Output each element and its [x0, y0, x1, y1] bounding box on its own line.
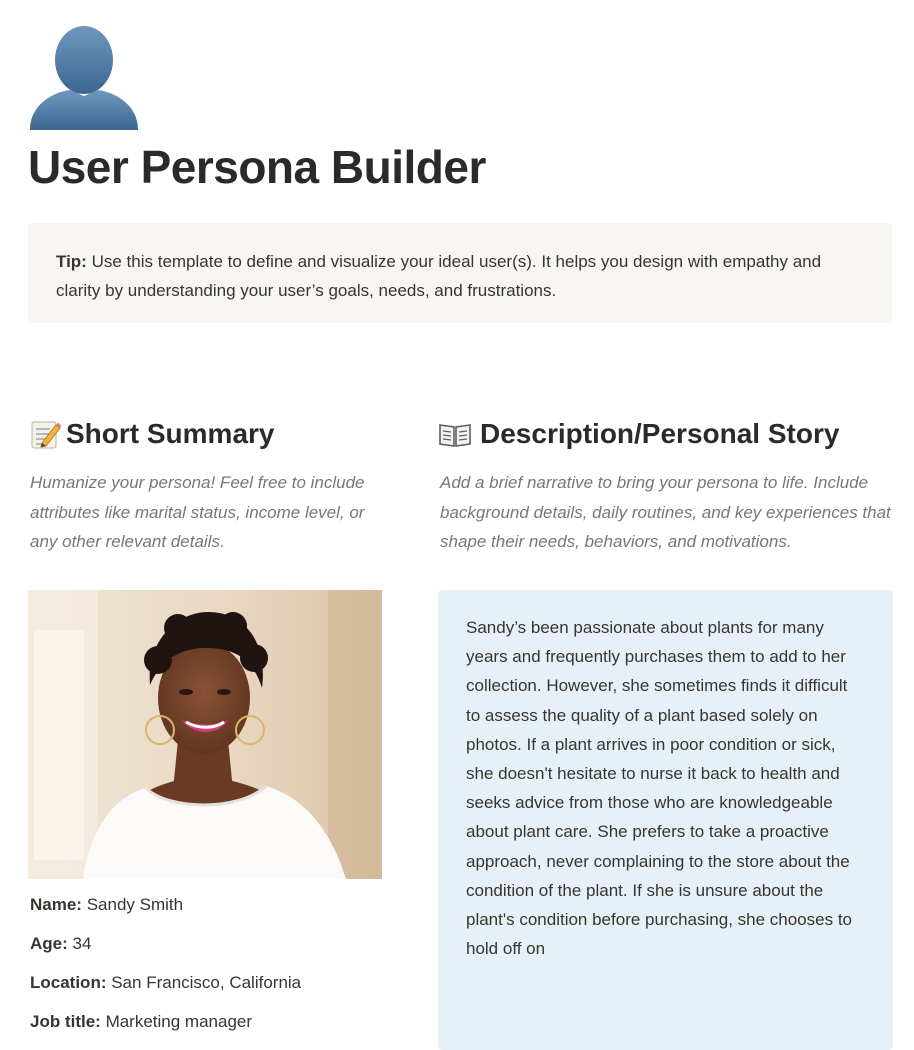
- field-name: [30, 890, 384, 929]
- story-heading: [438, 412, 893, 456]
- story-callout: [438, 590, 893, 1050]
- field-label: Job title:: [30, 1012, 101, 1031]
- summary-column: [28, 412, 382, 557]
- memo-icon: [28, 417, 62, 451]
- field-job-title: [30, 1007, 384, 1046]
- persona-fields: [30, 890, 384, 1046]
- story-text[interactable]: Sandy’s been passionate about plants for many years and frequently purchases them to add to her collection. However, she sometimes finds it difficult to assess the quality of a plant based solely on photos. If a plant arrives in poor condition or sick, she doesn't hesitate to nurse it back to health and seeks advice from those who are knowledgeable about plant care. She prefers to take a proactive approach, never complaining to the store about the condition of the plant. If she is unsure about the plant's condition before purchasing, she chooses to hold off on: [466, 618, 852, 959]
- tip-callout: [28, 223, 892, 323]
- story-column: [438, 412, 893, 557]
- user-silhouette-icon[interactable]: [28, 20, 140, 132]
- field-label: Location:: [30, 973, 107, 992]
- tip-text: Use this template to define and visualize your ideal user(s). It helps you design with empathy and clarity by understanding your user’s goals, needs, and frustrations.: [56, 252, 822, 300]
- field-value: Sandy Smith: [81, 895, 184, 914]
- story-heading-text: Description/Personal Story: [480, 418, 840, 449]
- summary-heading: [28, 412, 382, 456]
- summary-heading-text: Short Summary: [66, 418, 275, 449]
- field-value: Marketing manager: [100, 1012, 253, 1031]
- field-value: 34: [67, 934, 92, 953]
- open-book-icon: [438, 417, 472, 451]
- story-description: Add a brief narrative to bring your persona to life. Include background details, daily routines, and key experiences that shape their needs, behaviors, and motivations.: [440, 473, 891, 551]
- page-title: User Persona Builder: [28, 141, 486, 193]
- tip-label: Tip:: [56, 252, 87, 271]
- field-value: San Francisco, California: [106, 973, 302, 992]
- field-location: [30, 968, 384, 1007]
- persona-photo[interactable]: [28, 590, 382, 879]
- field-label: Age:: [30, 934, 68, 953]
- field-label: Name:: [30, 895, 82, 914]
- summary-description: Humanize your persona! Feel free to include attributes like marital status, income level, or any other relevant details.: [30, 473, 365, 551]
- field-age: [30, 929, 384, 968]
